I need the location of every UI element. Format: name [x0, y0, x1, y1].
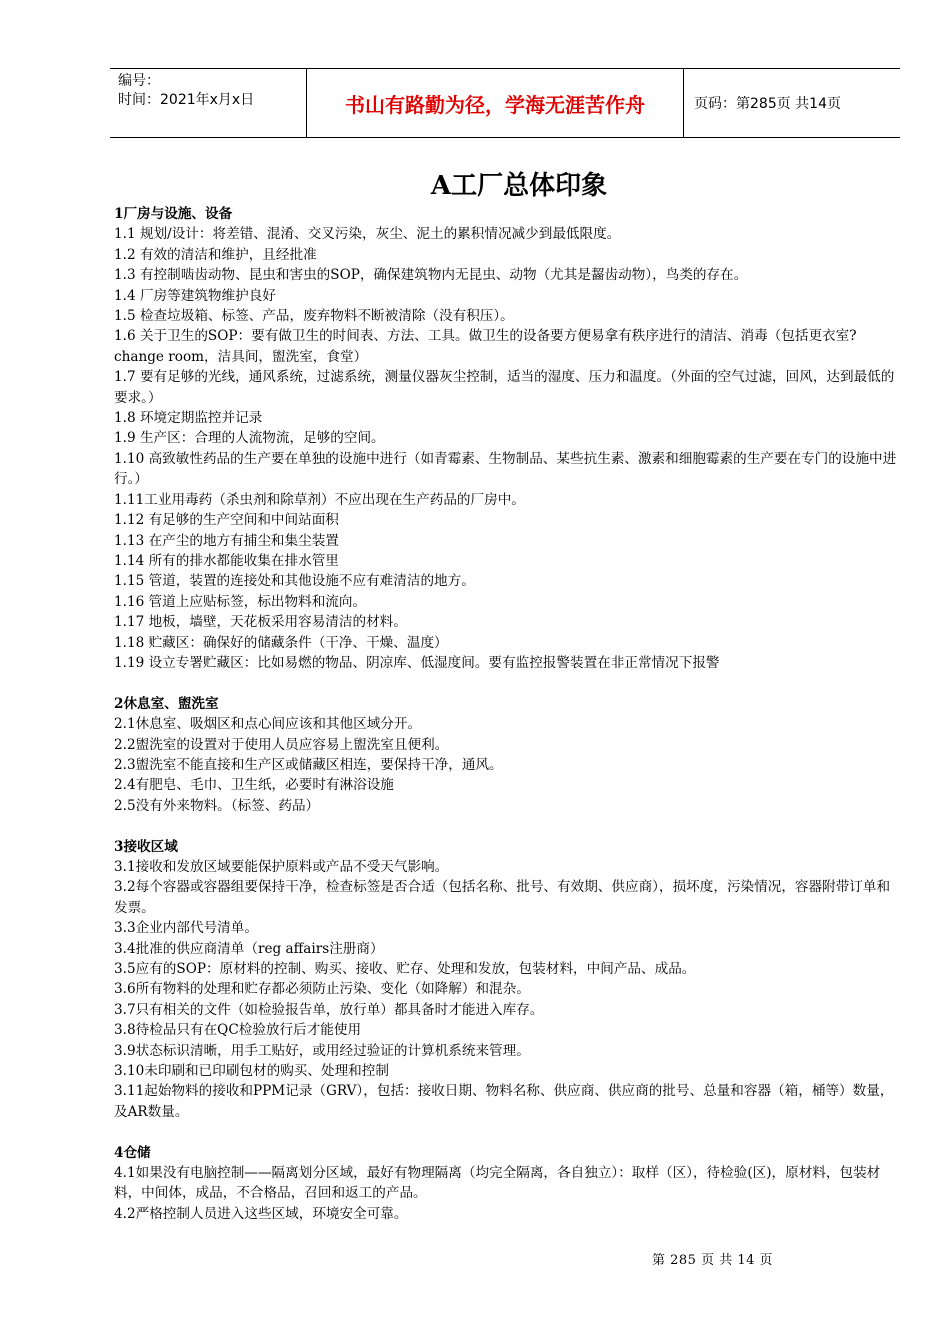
- list-item: 1.4 厂房等建筑物维护良好: [114, 287, 276, 304]
- section-4: [114, 1143, 900, 1225]
- section-1: [114, 204, 900, 673]
- list-item: 3.7只有相关的文件（如检验报告单，放行单）都具备时才能进入库存。: [114, 1001, 544, 1018]
- document-time-label: 时间：2021年x月x日: [118, 92, 255, 108]
- list-item: 1.6 关于卫生的SOP：要有做卫生的时间表、方法、工具。做卫生的设备要方便易拿有秩序进行的清洁、消毒（包括更衣室?change room，洁具间，盥洗室，食堂）: [114, 328, 857, 365]
- section-3: [114, 837, 900, 1123]
- document-number-label: 编号：: [118, 73, 160, 89]
- list-item: 4.2严格控制人员进入这些区域，环境安全可靠。: [114, 1205, 408, 1222]
- section-title: 4仓储: [114, 1144, 151, 1161]
- list-item: 2.5没有外来物料。（标签、药品）: [114, 797, 320, 814]
- list-item: 3.5应有的SOP：原材料的控制、购买、接收、贮存、处理和发放，包装材料，中间产品、成品。: [114, 961, 696, 977]
- list-item: 2.4有肥皂、毛巾、卫生纸，必要时有淋浴设施: [114, 777, 394, 794]
- list-item: 3.8待检品只有在QC检验放行后才能使用: [114, 1022, 362, 1039]
- list-item: 1.5 检查垃圾箱、标签、产品，废弃物料不断被清除（没有积压）。: [114, 308, 514, 325]
- list-item: 1.8 环境定期监控并记录: [114, 410, 263, 427]
- section-2: [114, 694, 900, 816]
- list-item: 4.1如果没有电脑控制——隔离划分区域，最好有物理隔离（均完全隔离，各自独立）：取样（区），待检验(区)，原材料，包装材料，中间体，成品，不合格品，召回和返工的产品。: [114, 1165, 881, 1202]
- list-item: 1.17 地板，墙壁，天花板采用容易清洁的材料。: [114, 614, 407, 631]
- header-page-label: 页码：第285页 共14页: [694, 96, 841, 112]
- page-footer: 第 285 页 共 14 页: [652, 1253, 774, 1268]
- list-item: 3.3企业内部代号清单。: [114, 920, 258, 937]
- list-item: 3.11起始物料的接收和PPM记录（GRV），包括：接收日期、物料名称、供应商、供应商的批号、总量和容器（箱，桶等）数量，及AR数量。: [114, 1083, 894, 1120]
- list-item: 2.2盥洗室的设置对于使用人员应容易上盥洗室且便利。: [114, 736, 449, 753]
- document-title: A工厂总体印象: [430, 171, 608, 201]
- list-item: 1.9 生产区：合理的人流物流，足够的空间。: [114, 430, 385, 447]
- list-item: 3.9状态标识清晰，用手工贴好，或用经过验证的计算机系统来管理。: [114, 1042, 530, 1059]
- list-item: 1.10 高致敏性药品的生产要在单独的设施中进行（如青霉素、生物制品、某些抗生素、激素和细胞霉素的生产要在专门的设施中进行。）: [114, 450, 897, 488]
- section-spacer: [114, 816, 900, 836]
- list-item: 1.16 管道上应贴标签，标出物料和流向。: [114, 593, 367, 610]
- list-item: 2.3盥洗室不能直接和生产区或储藏区相连，要保持干净，通风。: [114, 756, 503, 773]
- section-title: 1厂房与设施、设备: [114, 206, 233, 222]
- section-title: 3接收区域: [114, 838, 178, 855]
- list-item: 1.14 所有的排水都能收集在排水管里: [114, 552, 339, 569]
- list-item: 3.10未印刷和已印刷包材的购买、处理和控制: [114, 1063, 389, 1080]
- list-item: 2.1休息室、吸烟区和点心间应该和其他区域分开。: [114, 716, 422, 733]
- list-item: 3.2每个容器或容器组要保持干净，检查标签是否合适（包括名称、批号、有效期、供应商），损坏度，污染情况，容器附带订单和发票。: [114, 879, 891, 916]
- list-item: 1.12 有足够的生产空间和中间站面积: [114, 512, 339, 529]
- list-item: 1.13 在产尘的地方有捕尘和集尘装置: [114, 532, 339, 549]
- list-item: 3.6所有物料的处理和贮存都必须防止污染、变化（如降解）和混杂。: [114, 981, 530, 998]
- page-header: [110, 68, 900, 138]
- section-title: 2休息室、盥洗室: [114, 695, 219, 712]
- list-item: 1.19 设立专署贮藏区：比如易燃的物品、阴凉库、低湿度间。要有监控报警装置在非正常情况下报警: [114, 654, 720, 671]
- list-item: 1.18 贮藏区：确保好的储藏条件（干净、干燥、温度）: [114, 634, 448, 651]
- list-item: 1.11工业用毒药（杀虫剂和除草剂）不应出现在生产药品的厂房中。: [114, 491, 525, 508]
- list-item: 1.15 管道，装置的连接处和其他设施不应有难清洁的地方。: [114, 573, 475, 590]
- list-item: 3.4批准的供应商清单（reg affairs注册商）: [114, 940, 384, 957]
- list-item: 1.3 有控制啮齿动物、昆虫和害虫的SOP，确保建筑物内无昆虫、动物（尤其是齧齿动物），鸟类的存在。: [114, 267, 748, 284]
- section-spacer: [114, 1122, 900, 1142]
- list-item: 1.2 有效的清洁和维护，且经批准: [114, 246, 317, 263]
- header-meta: [110, 69, 306, 137]
- list-item: 3.1接收和发放区域要能保护原料或产品不受天气影响。: [114, 858, 449, 875]
- list-item: 1.1 规划/设计：将差错、混淆、交叉污染，灰尘、泥土的累积情况减少到最低限度。: [114, 226, 621, 243]
- section-spacer: [114, 673, 900, 693]
- list-item: 1.7 要有足够的光线，通风系统，过滤系统，测量仪器灰尘控制，适当的湿度、压力和温度。（外面的空气过滤，回风，达到最低的要求。）: [114, 369, 895, 406]
- header-motto: 书山有路勤为径，学海无涯苦作舟: [306, 69, 684, 137]
- document-body: [114, 168, 900, 1224]
